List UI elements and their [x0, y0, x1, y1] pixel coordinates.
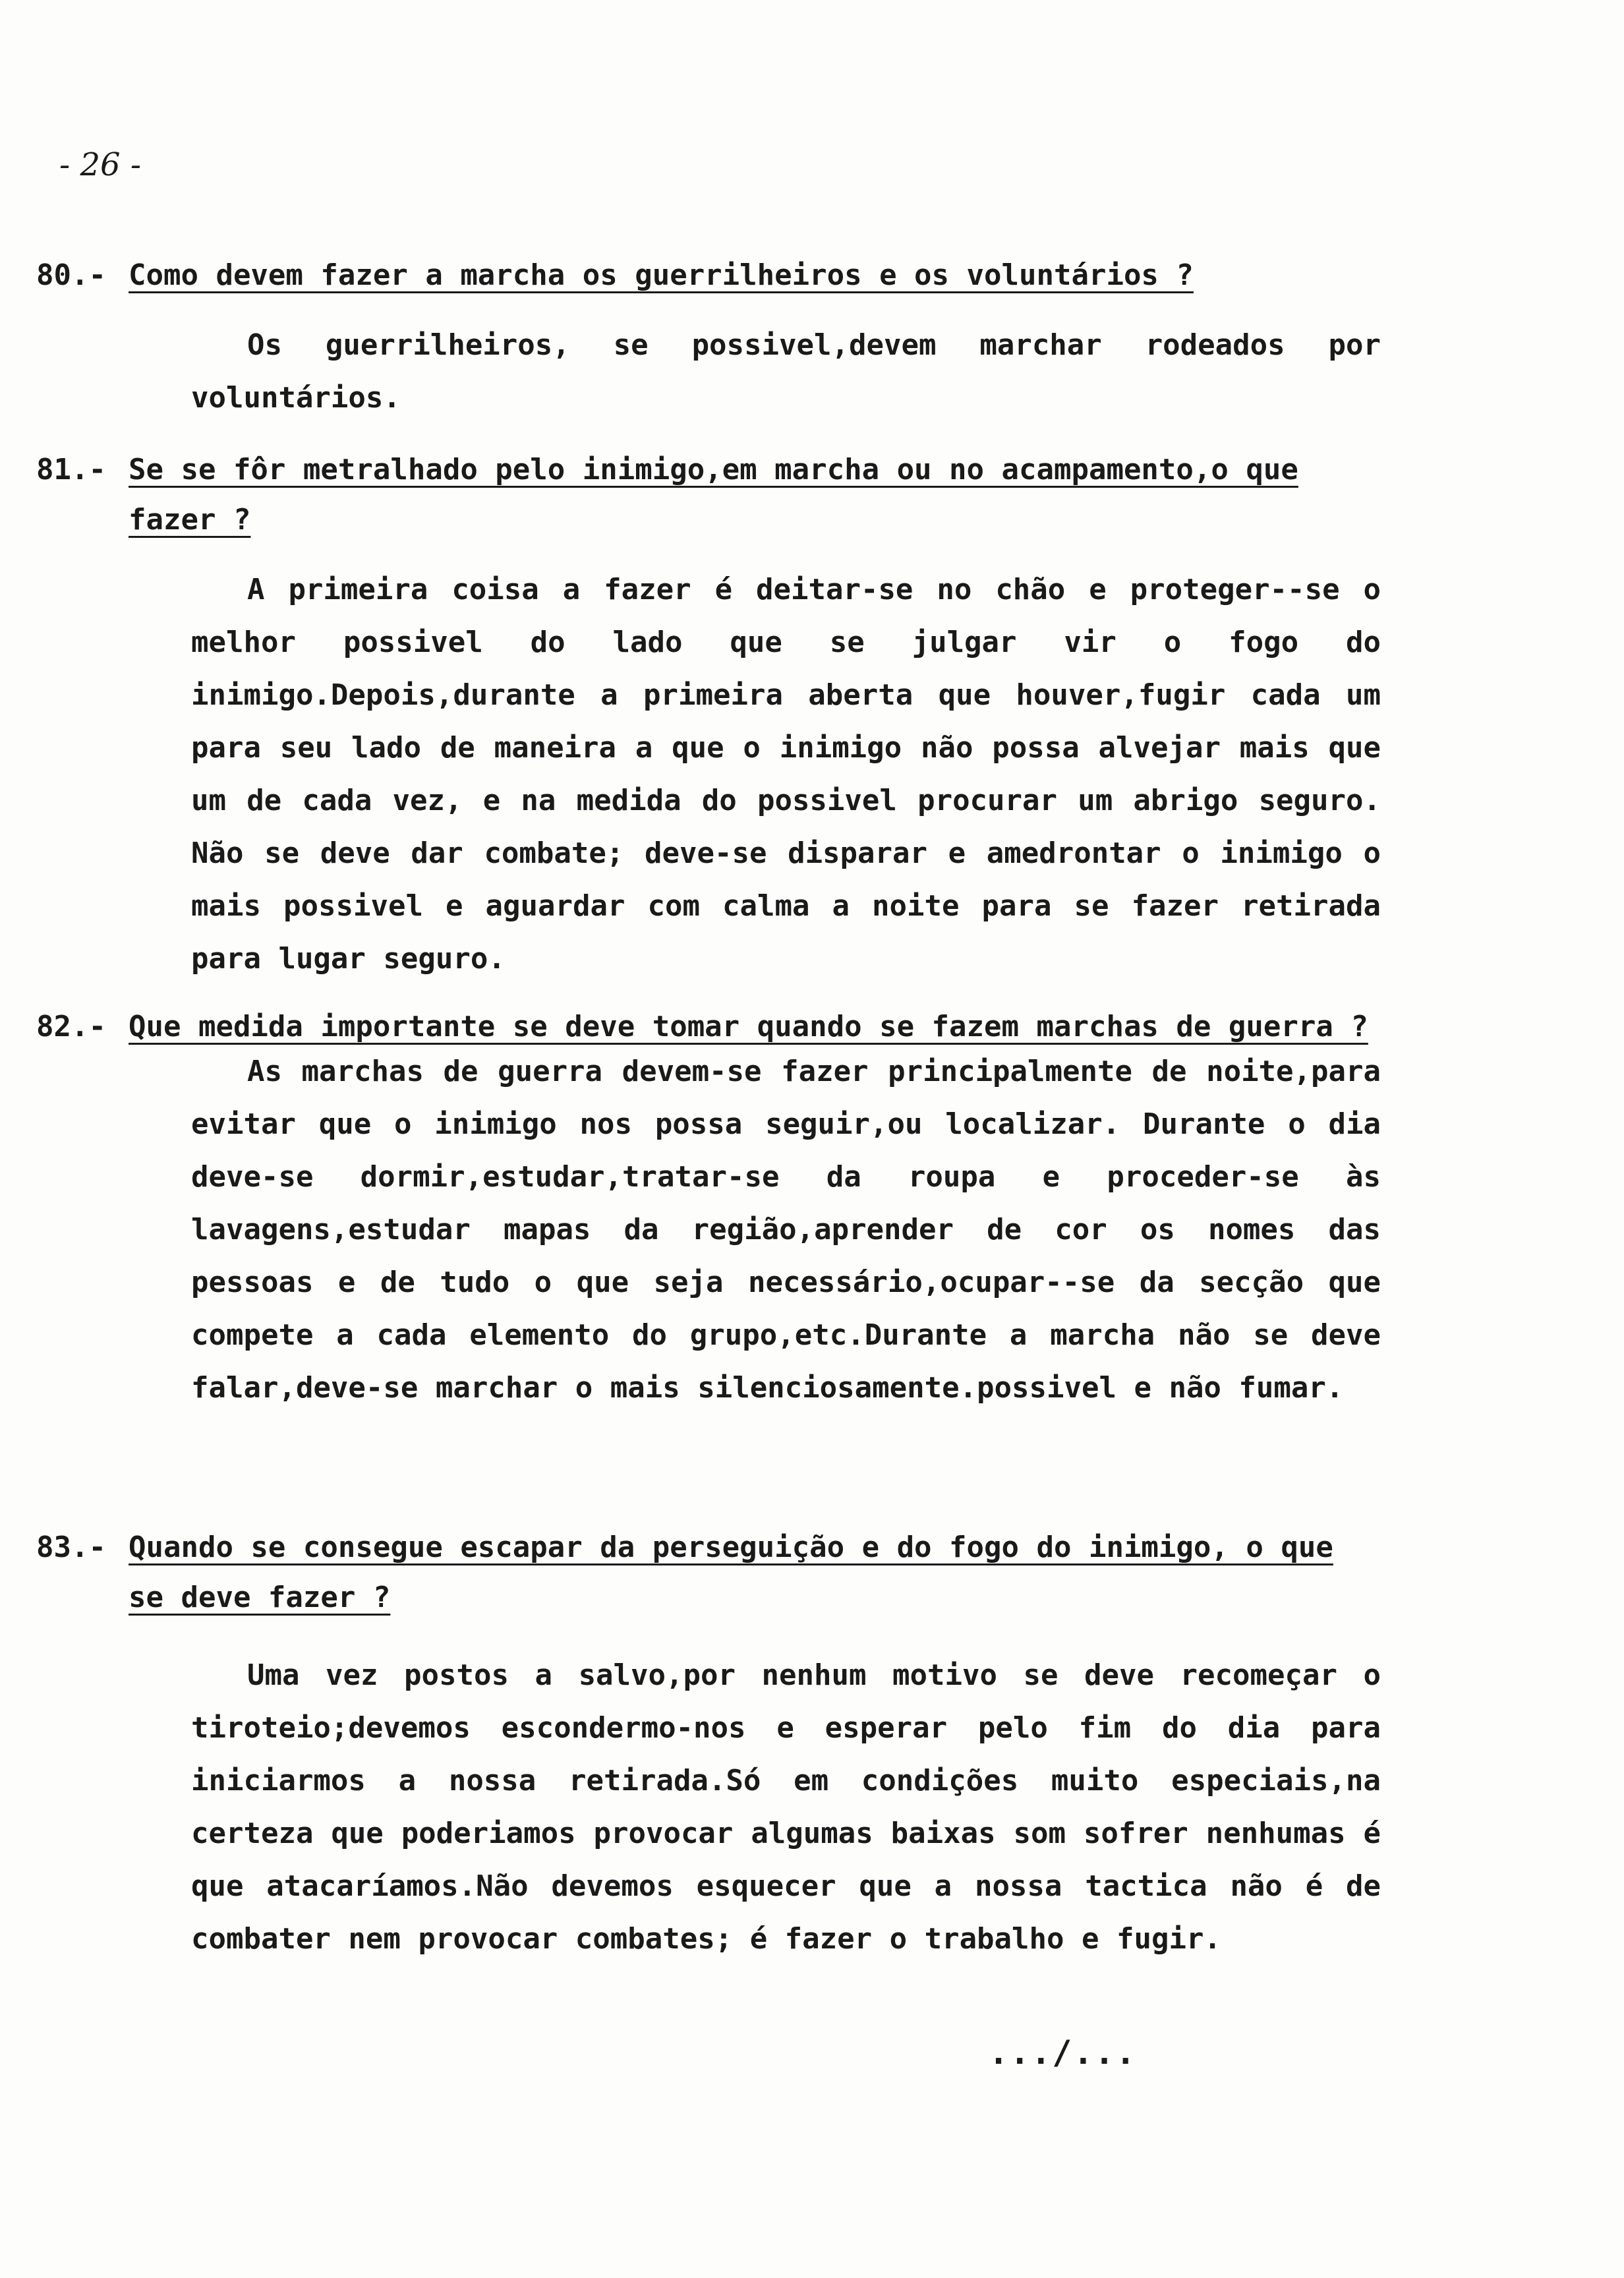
- question-text: Se se fôr metralhado pelo inimigo,em marcha ou no acampamento,o que fazer ?: [129, 453, 1298, 537]
- qa-item-83: [36, 1523, 1381, 1966]
- question-number: 83.-: [36, 1531, 106, 1564]
- question-number: 82.-: [36, 1010, 106, 1043]
- answer-83: Uma vez postos a salvo,por nenhum motivo se deve recomeçar o tiroteio;devemos escondermo-nos e esperar pelo fim do dia para iniciarmos a nossa retirada.Só em condições muito especiais,na certeza que poderiamos provocar algumas baixas som sofrer nenhumas é que atacaríamos.Não devemos esquecer que a nossa tactica não é de combater nem provocar combates; é fazer o trabalho e fugir.: [191, 1658, 1381, 1956]
- question-80: [36, 250, 1381, 301]
- question-81: [36, 445, 1381, 545]
- question-82: [36, 1008, 1381, 1045]
- question-number: 81.-: [36, 453, 106, 486]
- answer-82: As marchas de guerra devem-se fazer principalmente de noite,para evitar que o inimigo nos possa seguir,ou localizar. Durante o dia deve-se dormir,estudar,tratar-se da roupa e proceder-se às lavagens,estudar mapas da região,aprender de cor os nomes das pessoas e de tudo o que seja necessário,ocupar--se da secção que compete a cada elemento do grupo,etc.Durante a marcha não se deve falar,deve-se marchar o mais silenciosamente.possivel e não fumar.: [191, 1055, 1381, 1405]
- qa-item-81: [36, 445, 1381, 985]
- qa-item-80: [36, 250, 1381, 424]
- question-83: [36, 1523, 1381, 1623]
- answer-80: Os guerrilheiros, se possivel,devem marchar rodeados por voluntários.: [191, 328, 1381, 415]
- answer-81: A primeira coisa a fazer é deitar-se no chão e proteger--se o melhor possivel do lado que se julgar vir o fogo do inimigo.Depois,durante a primeira aberta que houver,fugir cada um para seu lado de maneira a que o inimigo não possa alvejar mais que um de cada vez, e na medida do possivel procurar um abrigo seguro. Não se deve dar combate; deve-se disparar e amedrontar o inimigo o mais possivel e aguardar com calma a noite para se fazer retirada para lugar seguro.: [191, 573, 1381, 976]
- question-text: Como devem fazer a marcha os guerrilheiros e os voluntários ?: [129, 258, 1194, 292]
- qa-item-82: [36, 1008, 1381, 1415]
- question-number: 80.-: [36, 258, 106, 292]
- question-text: Quando se consegue escapar da perseguição e do fogo do inimigo, o que se deve fazer ?: [129, 1531, 1333, 1614]
- question-text: Que medida importante se deve tomar quando se fazem marchas de guerra ?: [129, 1010, 1368, 1043]
- continuation-mark: .../...: [989, 2033, 1137, 2072]
- page-number: - 26 -: [59, 146, 142, 183]
